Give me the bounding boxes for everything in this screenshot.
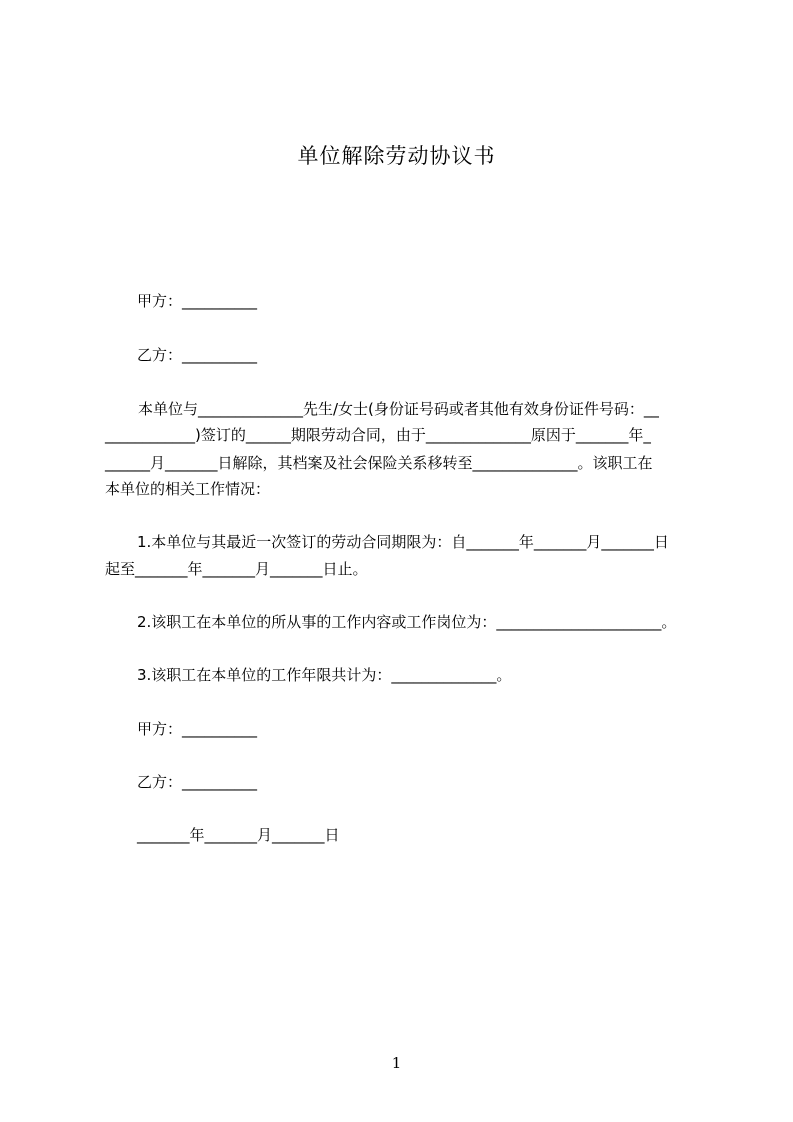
- body-paragraph-line-4: 本单位的相关工作情况：: [105, 480, 271, 498]
- party-b-line-bottom: 乙方：__________: [137, 773, 258, 791]
- body-paragraph-line-3: ______月_______日解除，其档案及社会保险关系移转至______________。该职工在: [105, 454, 653, 472]
- body-paragraph-line-1: 本单位与______________先生/女士(身份证号码或者其他有效身份证件号码：__: [138, 400, 659, 418]
- item-1-line-1: 1.本单位与其最近一次签订的劳动合同期限为：自_______年_______月_______日: [137, 533, 669, 551]
- item-3-line: 3.该职工在本单位的工作年限共计为：______________。: [137, 666, 512, 684]
- item-1-line-2: 起至_______年_______月_______日止。: [105, 560, 368, 578]
- party-a-line-bottom: 甲方：__________: [137, 720, 258, 738]
- document-title: 单位解除劳动协议书: [297, 144, 496, 168]
- party-b-line-top: 乙方：__________: [137, 346, 258, 364]
- page-number: 1: [391, 1054, 402, 1072]
- date-line: _______年_______月_______日: [137, 826, 340, 844]
- body-paragraph-line-2: ____________)签订的______期限劳动合同，由于______________原因于_______年_: [105, 426, 651, 444]
- party-a-line-top: 甲方：__________: [137, 292, 258, 310]
- item-2-line: 2.该职工在本单位的所从事的工作内容或工作岗位为：______________________。: [137, 613, 677, 631]
